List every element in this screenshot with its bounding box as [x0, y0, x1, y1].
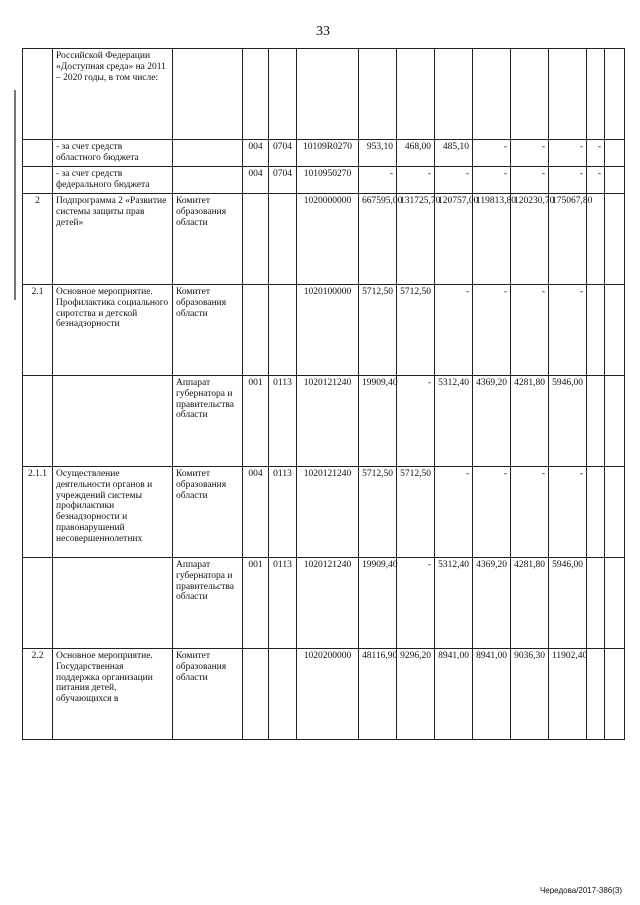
amount-cell: -	[549, 140, 587, 167]
executor-cell: Комитет образования области	[173, 466, 243, 557]
grbs-code-cell	[243, 49, 269, 140]
amount-cell: 5312,40	[435, 557, 473, 648]
amount-cell	[605, 284, 625, 375]
amount-cell: 5946,00	[549, 375, 587, 466]
amount-cell	[605, 375, 625, 466]
amount-cell	[605, 166, 625, 193]
amount-cell: 5312,40	[435, 375, 473, 466]
row-name-cell: Основное мероприятие. Профилактика социального сиротства и детской безнадзорности	[53, 284, 173, 375]
row-number-cell: 2.2	[23, 648, 53, 739]
amount-cell: 4281,80	[511, 557, 549, 648]
total-amount-cell: 48116,90	[359, 648, 397, 739]
executor-cell: Комитет образования области	[173, 284, 243, 375]
amount-cell	[587, 557, 605, 648]
amount-cell: -	[511, 166, 549, 193]
csr-code-cell: 1010950270	[297, 166, 359, 193]
amount-cell: -	[397, 166, 435, 193]
executor-cell	[173, 49, 243, 140]
executor-cell: Комитет образования области	[173, 193, 243, 284]
row-number-cell	[23, 166, 53, 193]
rzpr-code-cell: 0113	[269, 557, 297, 648]
executor-cell: Комитет образования области	[173, 648, 243, 739]
amount-cell: -	[435, 166, 473, 193]
row-number-cell	[23, 557, 53, 648]
amount-cell: 4369,20	[473, 557, 511, 648]
amount-cell: 5712,50	[397, 466, 435, 557]
rzpr-code-cell: 0113	[269, 466, 297, 557]
table-row	[23, 375, 625, 466]
amount-cell	[473, 49, 511, 140]
row-number-cell	[23, 140, 53, 167]
amount-cell	[587, 648, 605, 739]
table-body	[23, 49, 625, 740]
grbs-code-cell	[243, 648, 269, 739]
amount-cell: -	[397, 375, 435, 466]
amount-cell	[605, 193, 625, 284]
grbs-code-cell: 001	[243, 375, 269, 466]
csr-code-cell: 1020121240	[297, 466, 359, 557]
amount-cell	[511, 49, 549, 140]
amount-cell: 9296,20	[397, 648, 435, 739]
amount-cell	[397, 49, 435, 140]
amount-cell: -	[587, 166, 605, 193]
table-row	[23, 648, 625, 739]
amount-cell: 5946,00	[549, 557, 587, 648]
amount-cell	[605, 557, 625, 648]
binding-mark	[14, 90, 16, 300]
table-row	[23, 466, 625, 557]
rzpr-code-cell	[269, 648, 297, 739]
total-amount-cell	[359, 49, 397, 140]
rzpr-code-cell	[269, 193, 297, 284]
row-name-cell	[53, 375, 173, 466]
row-name-cell: - за счет средств федерального бюджета	[53, 166, 173, 193]
amount-cell: 119813,80	[473, 193, 511, 284]
grbs-code-cell	[243, 284, 269, 375]
amount-cell: -	[549, 166, 587, 193]
amount-cell: -	[587, 140, 605, 167]
footer-code: Чередова/2017-386(3)	[539, 886, 622, 895]
row-name-cell: Основное мероприятие. Государственная поддержка организации питания детей, обучающихся в	[53, 648, 173, 739]
grbs-code-cell	[243, 193, 269, 284]
page-number: 33	[316, 24, 330, 39]
total-amount-cell: 19909,40	[359, 375, 397, 466]
amount-cell: -	[549, 284, 587, 375]
csr-code-cell: 1020121240	[297, 375, 359, 466]
amount-cell: 120230,70	[511, 193, 549, 284]
amount-cell	[435, 49, 473, 140]
amount-cell: -	[473, 284, 511, 375]
budget-table	[22, 48, 625, 740]
amount-cell: 131725,70	[397, 193, 435, 284]
csr-code-cell: 1020000000	[297, 193, 359, 284]
rzpr-code-cell	[269, 49, 297, 140]
row-number-cell: 2.1	[23, 284, 53, 375]
table-row	[23, 140, 625, 167]
table-row	[23, 284, 625, 375]
amount-cell	[605, 49, 625, 140]
grbs-code-cell: 004	[243, 466, 269, 557]
amount-cell: 5712,50	[397, 284, 435, 375]
table-row	[23, 49, 625, 140]
amount-cell	[587, 193, 605, 284]
table-row	[23, 557, 625, 648]
amount-cell	[605, 648, 625, 739]
row-number-cell: 2	[23, 193, 53, 284]
amount-cell: -	[435, 284, 473, 375]
grbs-code-cell: 001	[243, 557, 269, 648]
amount-cell: 4281,80	[511, 375, 549, 466]
row-name-cell	[53, 557, 173, 648]
amount-cell: 175067,80	[549, 193, 587, 284]
amount-cell: 120757,00	[435, 193, 473, 284]
amount-cell: 4369,20	[473, 375, 511, 466]
amount-cell: -	[435, 466, 473, 557]
amount-cell	[587, 375, 605, 466]
grbs-code-cell: 004	[243, 166, 269, 193]
amount-cell: 468,00	[397, 140, 435, 167]
row-name-cell: Осуществление деятельности органов и учреждений системы профилактики безнадзорности и правонарушений несовершеннолетних	[53, 466, 173, 557]
rzpr-code-cell	[269, 284, 297, 375]
executor-cell: Аппарат губернатора и правительства области	[173, 557, 243, 648]
row-name-cell: Подпрограмма 2 «Развитие системы защиты прав детей»	[53, 193, 173, 284]
amount-cell: 8941,00	[435, 648, 473, 739]
csr-code-cell: 1020121240	[297, 557, 359, 648]
csr-code-cell	[297, 49, 359, 140]
amount-cell: 9036,30	[511, 648, 549, 739]
executor-cell	[173, 140, 243, 167]
amount-cell: -	[473, 140, 511, 167]
csr-code-cell: 10109R0270	[297, 140, 359, 167]
grbs-code-cell: 004	[243, 140, 269, 167]
total-amount-cell: 953,10	[359, 140, 397, 167]
amount-cell: -	[473, 166, 511, 193]
csr-code-cell: 1020100000	[297, 284, 359, 375]
row-name-cell: Российской Федерации «Доступная среда» на 2011 – 2020 годы, в том числе:	[53, 49, 173, 140]
amount-cell: -	[511, 140, 549, 167]
amount-cell: -	[473, 466, 511, 557]
executor-cell: Аппарат губернатора и правительства области	[173, 375, 243, 466]
table-row	[23, 193, 625, 284]
amount-cell: 8941,00	[473, 648, 511, 739]
amount-cell	[605, 140, 625, 167]
csr-code-cell: 1020200000	[297, 648, 359, 739]
amount-cell	[587, 284, 605, 375]
amount-cell: -	[397, 557, 435, 648]
total-amount-cell: 19909,40	[359, 557, 397, 648]
total-amount-cell: -	[359, 166, 397, 193]
amount-cell	[605, 466, 625, 557]
executor-cell	[173, 166, 243, 193]
amount-cell: 11902,40	[549, 648, 587, 739]
row-number-cell	[23, 49, 53, 140]
total-amount-cell: 5712,50	[359, 284, 397, 375]
amount-cell	[587, 49, 605, 140]
amount-cell: 485,10	[435, 140, 473, 167]
amount-cell	[587, 466, 605, 557]
amount-cell: -	[549, 466, 587, 557]
row-number-cell: 2.1.1	[23, 466, 53, 557]
total-amount-cell: 5712,50	[359, 466, 397, 557]
total-amount-cell: 667595,00	[359, 193, 397, 284]
rzpr-code-cell: 0704	[269, 140, 297, 167]
rzpr-code-cell: 0113	[269, 375, 297, 466]
table-row	[23, 166, 625, 193]
row-number-cell	[23, 375, 53, 466]
row-name-cell: - за счет средств областного бюджета	[53, 140, 173, 167]
amount-cell: -	[511, 466, 549, 557]
amount-cell: -	[511, 284, 549, 375]
rzpr-code-cell: 0704	[269, 166, 297, 193]
amount-cell	[549, 49, 587, 140]
